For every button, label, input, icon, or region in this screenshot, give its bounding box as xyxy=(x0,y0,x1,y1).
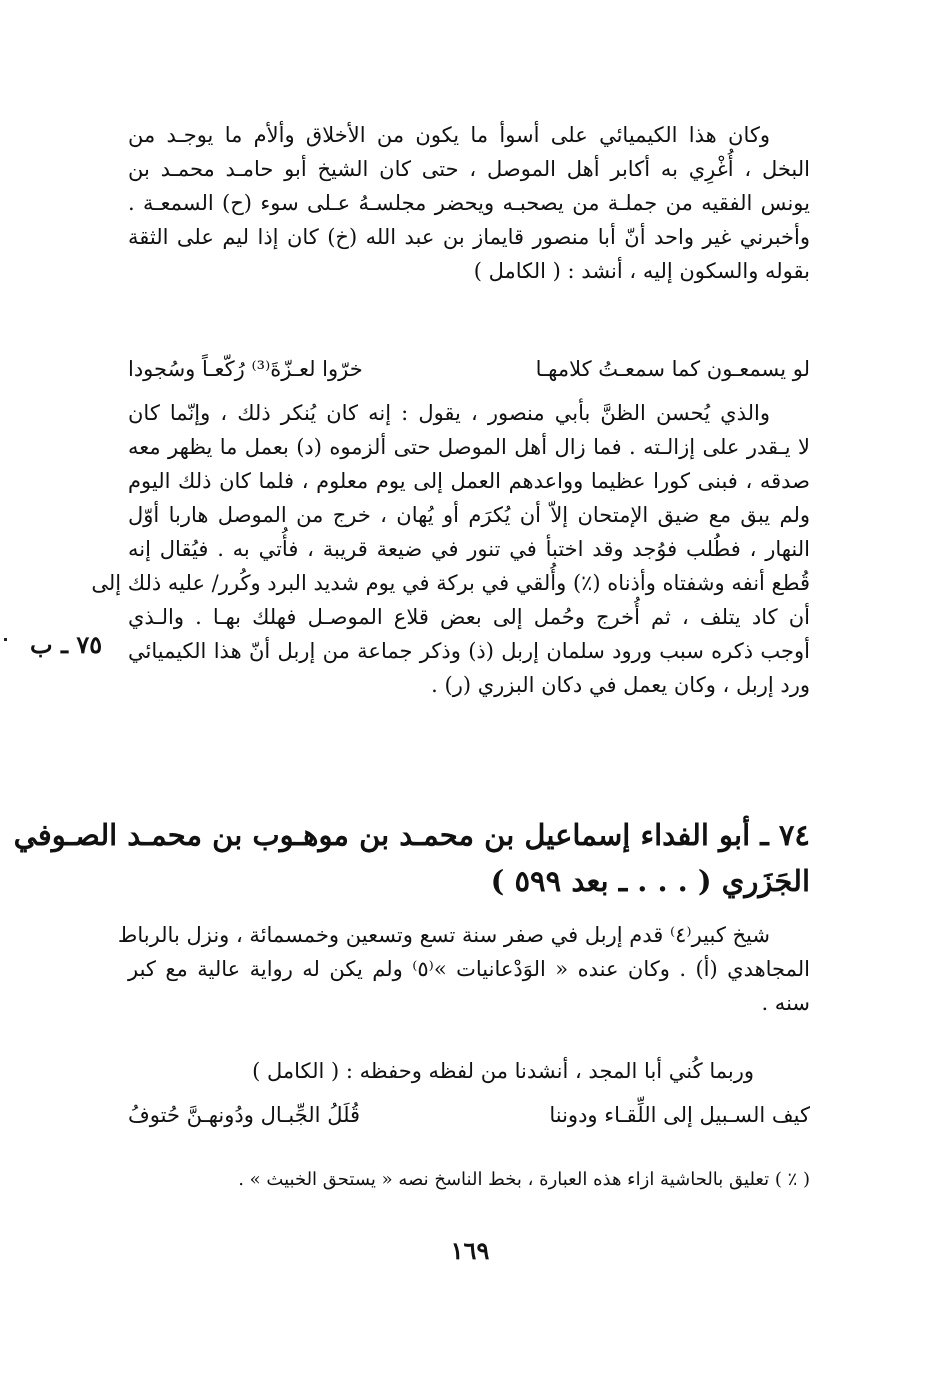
text-line: ورد إربل ، وكان يعمل في دكان البزري (ر) . xyxy=(431,673,810,697)
text-line: لا يـقدر على إزالـته . فما زال أهل الموصل حتى ألزموه (د) بعمل ما يظهر معه xyxy=(128,435,810,459)
paragraph-3 xyxy=(117,918,810,1020)
text-line: صدقه ، فبنى كورا عظيما وواعدهم العمل إلى يوم معلوم ، فلما كان ذلك اليوم xyxy=(128,469,810,493)
text-line: شيخ كبير⁽٤⁾ قدم إربل في صفر سنة تسع وتسعين وخمسمائة ، ونزل بالرباط xyxy=(117,923,770,947)
text-line: أن كاد يتلف ، ثم أُخرج وحُمل إلى بعض قلاع الموصـل فهلك بهـا . والـذي xyxy=(128,605,810,629)
page-number: ١٦٩ xyxy=(450,1236,490,1265)
verse-first-hemistich: كيف السـبيل إلى اللِّقـاء ودوننا xyxy=(549,1103,810,1127)
text-line: أوجب ذكره سبب ورود سلمان إربل (ذ) وذكر جماعة من إربل أنّ هذا الكيميائي xyxy=(128,639,810,663)
paragraph-1 xyxy=(128,118,810,288)
heading-line: ٧٤ ـ أبو الفداء إسماعيل بن محمـد بن موهـوب بن محمـد الصـوفي xyxy=(13,818,810,852)
paragraph-2 xyxy=(91,396,810,702)
folio-margin-note: ٧٥ ـ ب xyxy=(30,630,103,659)
text-line: البخل ، أُغْرِي به أكابر أهل الموصل ، حتى كان الشيخ أبو حامـد محمـد بن xyxy=(128,157,810,181)
text-line: يونس الفقيه من جملـة من يصحبـه ويحضر مجلسـهُ عـلى سوء (ح) السمعـة . xyxy=(128,191,810,215)
heading-line: الجَزَري ( . . . ـ بعد ٥٩٩ ) xyxy=(490,864,810,898)
verse-2 xyxy=(128,1098,810,1132)
text-line: المجاهدي (أ) . وكان عنده « الوَدْعانيات »⁽٥⁾ ولم يكن له رواية عالية مع كبر xyxy=(128,957,810,981)
text-line: بقوله والسكون إليه ، أنشد : ( الكامل ) xyxy=(473,259,810,283)
paragraph-4 xyxy=(128,1054,810,1088)
margin-dot xyxy=(4,638,7,641)
text-line: وكان هذا الكيميائي على أسوأ ما يكون من الأخلاق وألأم ما يوجـد من xyxy=(128,123,770,147)
text-line: ولم يبق مع ضيق الإمتحان إلاّ أن يُكرَم أو يُهان ، خرج من الموصل هاربا أوّل xyxy=(128,503,810,527)
entry-heading xyxy=(13,812,810,904)
verse-first-hemistich: لو يسمعـون كما سمعـتُ كلامهـا xyxy=(535,357,810,381)
text-line: النهار ، فطُلب فوُجد وقد اختبأ في تنور في ضيعة قريبة ، فأُتي به . فيُقال إنه xyxy=(128,537,810,561)
text-line: وربما كُني أبا المجد ، أنشدنا من لفظه وحفظه : ( الكامل ) xyxy=(252,1059,754,1083)
verse-1 xyxy=(128,352,810,386)
verse-second-hemistich: خرّوا لعـزّةَ⁽³⁾ رُكّعـاً وسُجودا xyxy=(128,357,363,381)
footnote: ( ٪ ) تعليق بالحاشية ازاء هذه العبارة ، بخط الناسخ نصه « يستحق الخبيث » . xyxy=(238,1169,810,1190)
text-line: وأخبرني غير واحد أنّ أبا منصور قايماز بن عبد الله (خ) كان إذا ليم على الثقة xyxy=(128,225,810,249)
text-line: قُطع أنفه وشفتاه وأذناه (٪) وأُلقي في بركة في يوم شديد البرد وكُرر/ عليه ذلك إلى xyxy=(91,571,810,595)
text-line: والذي يُحسن الظنَّ بأبي منصور ، يقول : إنه كان يُنكر ذلك ، وإنّما كان xyxy=(128,401,770,425)
text-line: سنه . xyxy=(761,991,810,1015)
verse-second-hemistich: قُلَلُ الجِّبـال ودُونهـنَّ حُتوفُ xyxy=(128,1103,361,1127)
